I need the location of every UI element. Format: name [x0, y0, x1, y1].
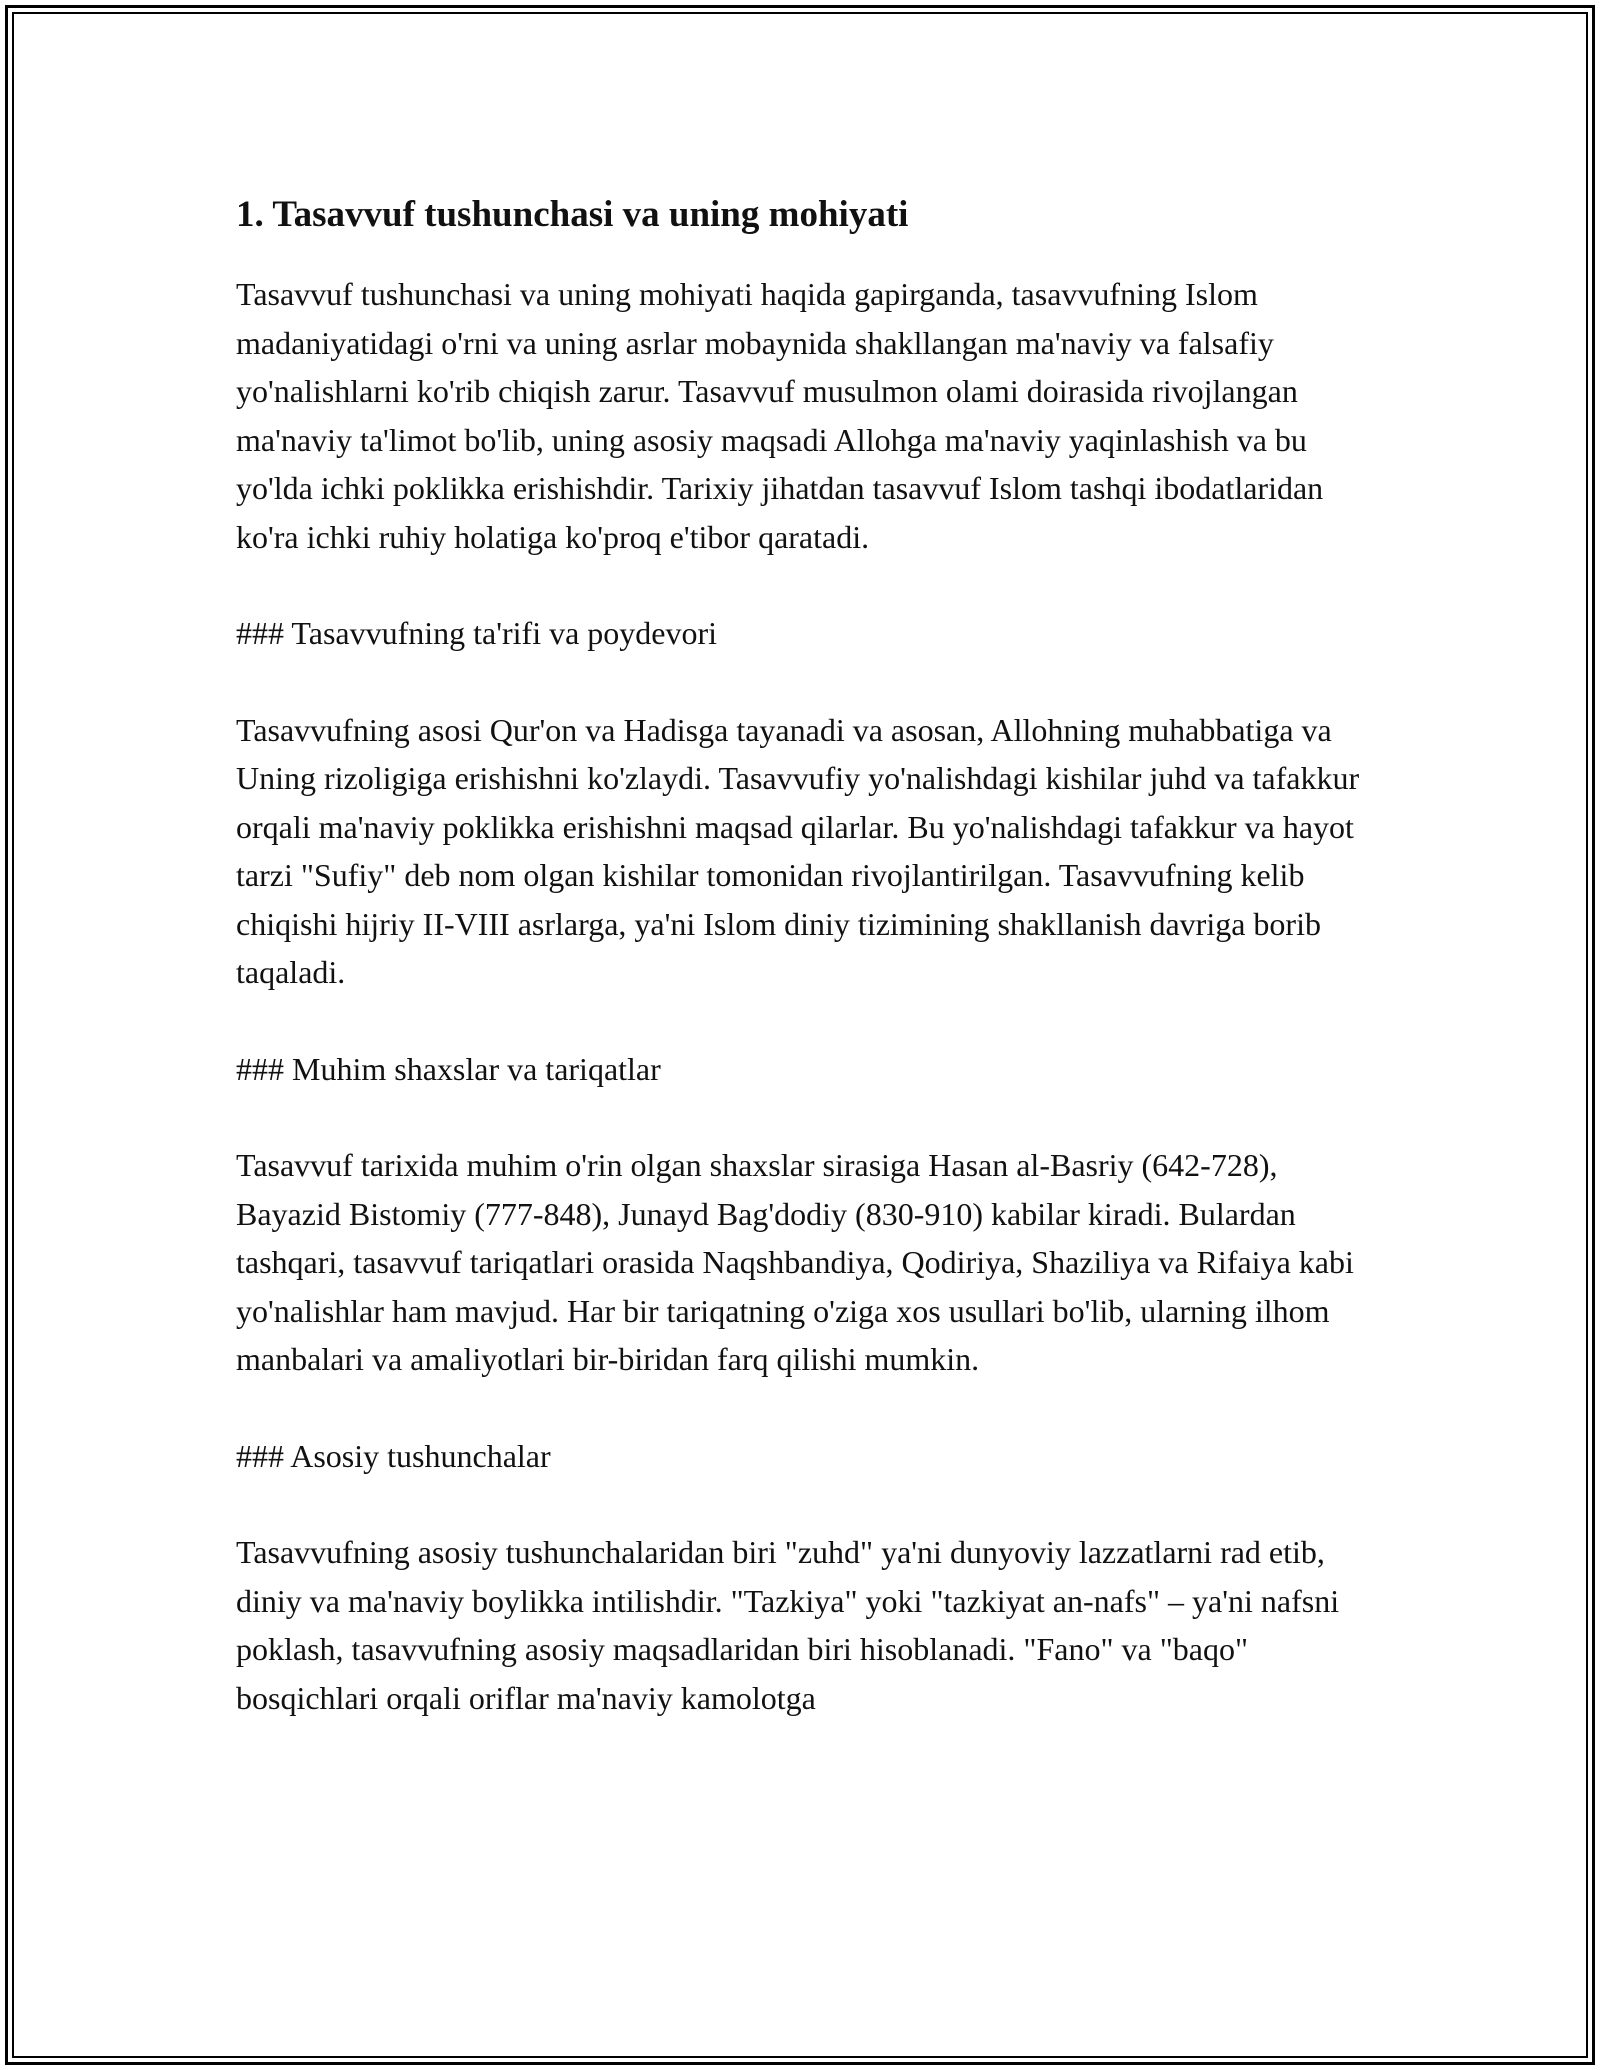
subheading-definition: ### Tasavvufning ta'rifi va poydevori [236, 615, 718, 651]
paragraph-definition: Tasavvufning asosi Qur'on va Hadisga tayanadi va asosan, Allohning muhabbatiga va Uning rizoligiga erishishni ko'zlaydi. Tasavvufiy yo'nalishdagi kishilar juhd va tafakkur orqali ma'naviy poklikka erishishni maqsad qilarlar. Bu yo'nalishdagi tafakkur va hayot tarzi "Sufiy" deb nom olgan kishilar tomonidan rivojlantirilgan. Tasavvufning kelib chiqishi hijriy II-VIII asrlarga, ya'ni Islom diniy tizimining shakllanish davriga borib taqaladi. [236, 711, 1360, 990]
paragraph-figures: Tasavvuf tarixida muhim o'rin olgan shaxslar sirasiga Hasan al-Basriy (642-728), Bayazid Bistomiy (777-848), Junayd Bag'dodiy (830-910) kabilar kiradi. Bulardan tashqari, tasavvuf tariqatlari orasida Naqshbandiya, Qodiriya, Shaziliya va Rifaiya kabi yo'nalishlar ham mavjud. Har bir tariqatning o'ziga xos usullari bo'lib, ularning ilhom manbalari va amaliyotlari bir-biridan farq qilishi mumkin. [236, 1147, 1354, 1377]
paragraph-concepts: Tasavvufning asosiy tushunchalaridan biri "zuhd" ya'ni dunyoviy lazzatlarni rad etib, diniy va ma'naviy boylikka intilishdir. "Tazkiya" yoki "tazkiyat an-nafs" – ya'ni nafsni poklash, tasavvufning asosiy maqsadlaridan biri hisoblanadi. "Fano" va "baqo" bosqichlari orqali oriflar ma'naviy kamolotga [236, 1534, 1340, 1716]
subheading-figures: ### Muhim shaxslar va tariqatlar [236, 1050, 661, 1087]
intro-paragraph: Tasavvuf tushunchasi va uning mohiyati haqida gapirganda, tasavvufning Islom madaniyatidagi o'rni va uning asrlar mobaynida shakllangan ma'naviy va falsafiy yo'nalishlarni ko'rib chiqish zarur. Tasavvuf musulmon olami doirasida rivojlangan ma'naviy ta'limot bo'lib, uning asosiy maqsadi Allohga ma'naviy yaqinlashish va bu yo'lda ichki poklikka erishishdir. Tarixiy jihatdan tasavvuf Islom tashqi ibodatlaridan ko'ra ichki ruhiy holatiga ko'proq e'tibor qaratadi. [236, 276, 1324, 555]
section-heading: 1. Tasavvuf tushunchasi va uning mohiyati [236, 194, 909, 235]
document-body [236, 188, 1366, 1770]
subheading-concepts: ### Asosiy tushunchalar [236, 1437, 551, 1474]
